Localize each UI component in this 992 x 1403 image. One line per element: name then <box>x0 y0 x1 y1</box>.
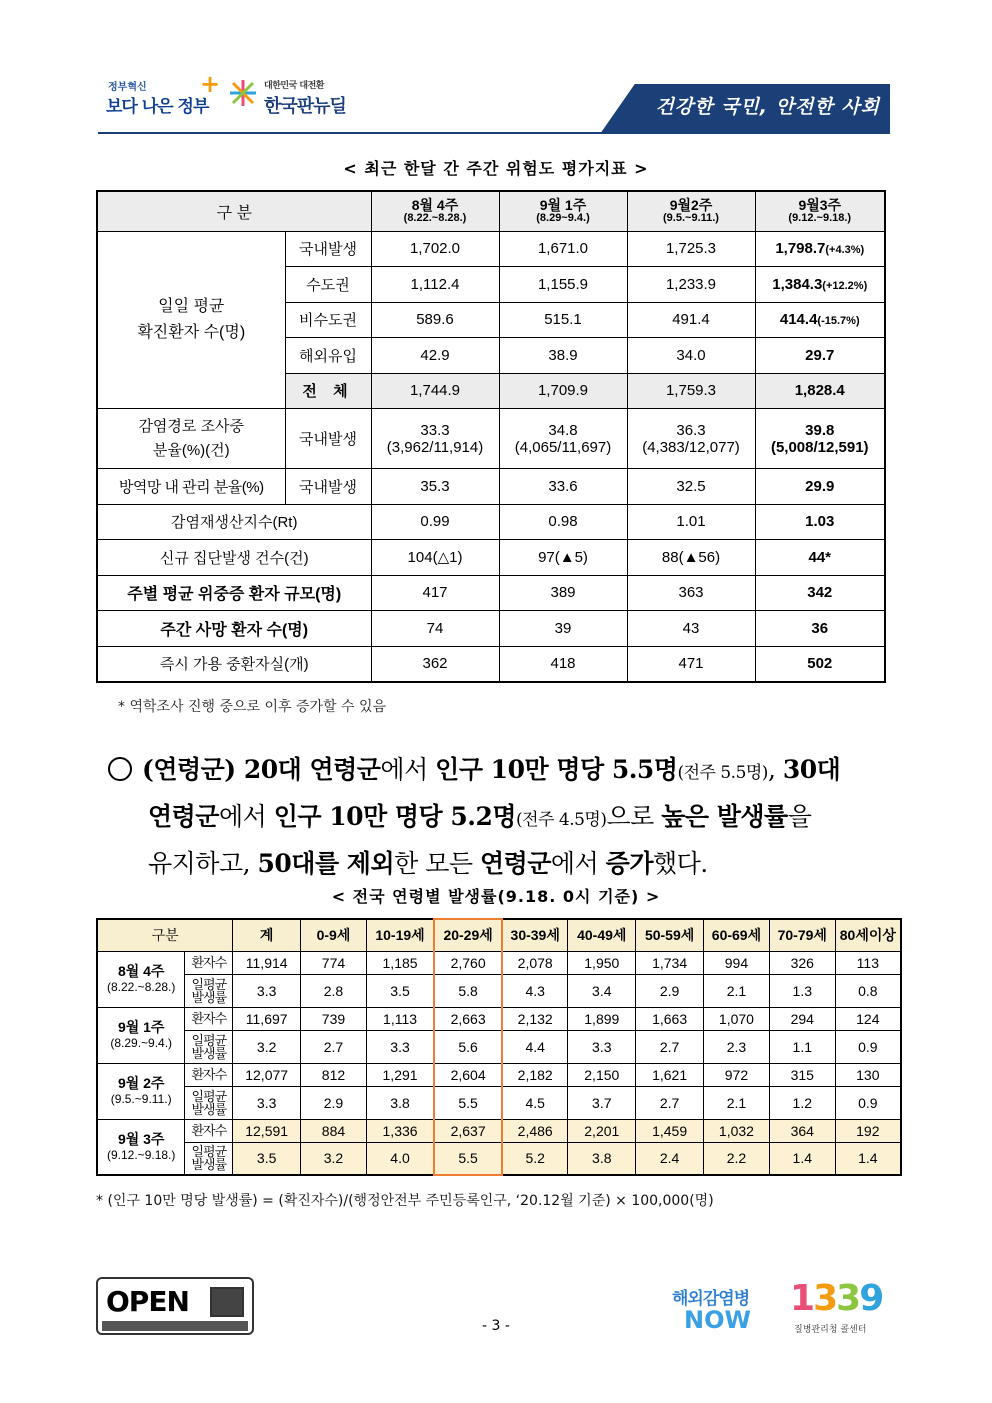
cases-cell: 2,760 <box>434 951 502 974</box>
cases-cell: 1,950 <box>568 951 636 974</box>
rate-cell: 3.8 <box>568 1142 636 1175</box>
cases-cell: 12,591 <box>233 1119 301 1142</box>
week-label: 9월 3주 (9.12.~9.18.) <box>97 1119 185 1175</box>
table2-footnote: * (인구 10만 명당 발생률) = (확진자수)/(행정안전부 주민등록인구, ‘20.12월 기준) × 100,000(명) <box>96 1193 714 1209</box>
week-label: 9월 1주 (8.29.~9.4.) <box>97 1007 185 1063</box>
table-row: 감염재생산지수(Rt) 0.99 0.98 1.01 1.03 <box>97 504 885 540</box>
gov-innovation-logo: 정부혁신 보다 나은 정부 + <box>106 70 221 117</box>
callcenter-1339-logo: 1339 질병관리청 콜센터 <box>790 1278 883 1335</box>
week-label: 8월 4주 (8.22.~8.28.) <box>97 951 185 1007</box>
rate-cell: 3.3 <box>366 1030 434 1063</box>
age-incidence-table <box>96 918 902 1176</box>
rate-cell: 2.7 <box>301 1030 367 1063</box>
cases-cell: 994 <box>704 951 770 974</box>
rate-cell: 4.4 <box>502 1030 568 1063</box>
cases-cell: 294 <box>769 1007 835 1030</box>
rate-cell: 3.2 <box>301 1142 367 1175</box>
rate-cell: 2.3 <box>704 1030 770 1063</box>
cases-cell: 1,070 <box>704 1007 770 1030</box>
rate-label: 일평균 발생률 <box>185 1142 233 1175</box>
cases-cell: 1,621 <box>636 1063 704 1086</box>
cases-cell: 884 <box>301 1119 367 1142</box>
rate-cell: 4.0 <box>366 1142 434 1175</box>
rate-cell: 4.5 <box>502 1086 568 1119</box>
rate-cell: 3.8 <box>366 1086 434 1119</box>
table-row: 주별 평균 위중증 환자 규모(명) 417 389 363 342 <box>97 575 885 611</box>
cases-cell: 326 <box>769 951 835 974</box>
korean-new-deal-logo: 대한민국 대전환 한국판뉴딜 <box>228 72 368 120</box>
rate-cell: 1.4 <box>835 1142 901 1175</box>
table-header-row: 구 분 8월 4주 (8.22.~8.28.) 9월 1주 (8.29~9.4.) 9월2주 (9.5.~9.11.) 9월3주 (9.12.~9.18.) <box>97 191 885 231</box>
table1-title: < 최근 한달 간 주간 위험도 평가지표 > <box>343 159 649 178</box>
page-header <box>98 66 890 134</box>
table-row: 해외유입 42.9 38.9 34.0 29.7 <box>97 338 885 374</box>
page-number: - 3 - <box>482 1318 510 1334</box>
rate-cell: 4.3 <box>502 974 568 1007</box>
rate-cell: 0.9 <box>835 1086 901 1119</box>
age-group-paragraph: (연령군) 20대 연령군에서 인구 10만 명당 5.5명(전주 5.5명), 30대 연령군에서 인구 10만 명당 5.2명(전주 4.5명)으로 높은 발생률을 유지하고, 50대를 제외한 모든 연령군에서 증가했다. <box>108 748 908 886</box>
table-row-rate <box>97 1030 901 1063</box>
table-row-cases <box>97 1063 901 1086</box>
cases-label: 환자수 <box>185 951 233 974</box>
cases-label: 환자수 <box>185 1119 233 1142</box>
table-row-rate <box>97 1086 901 1119</box>
cases-cell: 1,113 <box>366 1007 434 1030</box>
table2-header-row: 구분 계 0-9세 10-19세 20-29세 30-39세 40-49세 50-59세 60-69세 70-79세 80세이상 <box>97 919 901 951</box>
cases-cell: 315 <box>769 1063 835 1086</box>
rate-cell: 1.4 <box>769 1142 835 1175</box>
slogan-text: 건강한 국민, 안전한 사회 <box>655 96 880 118</box>
cases-cell: 739 <box>301 1007 367 1030</box>
cases-cell: 2,201 <box>568 1119 636 1142</box>
cases-cell: 113 <box>835 951 901 974</box>
table-row: 수도권 1,112.4 1,155.9 1,233.9 1,384.3(+12.2%) <box>97 267 885 303</box>
cases-cell: 1,459 <box>636 1119 704 1142</box>
new-deal-star-icon <box>228 78 258 108</box>
rate-cell: 1.2 <box>769 1086 835 1119</box>
cases-cell: 2,663 <box>434 1007 502 1030</box>
cases-cell: 1,336 <box>366 1119 434 1142</box>
cases-cell: 11,914 <box>233 951 301 974</box>
table-row: 방역망 내 관리 분율(%) 국내발생 35.3 33.6 32.5 29.9 <box>97 469 885 505</box>
rate-cell: 3.5 <box>366 974 434 1007</box>
cases-cell: 364 <box>769 1119 835 1142</box>
bullet-circle-icon <box>108 757 132 781</box>
rate-cell: 3.3 <box>233 1086 301 1119</box>
cases-cell: 2,486 <box>502 1119 568 1142</box>
cases-cell: 2,604 <box>434 1063 502 1086</box>
rate-cell: 2.1 <box>704 974 770 1007</box>
rate-cell: 2.2 <box>704 1142 770 1175</box>
table-row: 비수도권 589.6 515.1 491.4 414.4(-15.7%) <box>97 302 885 338</box>
logo1-text-a: 보다 나은 <box>106 97 178 117</box>
cases-cell: 1,663 <box>636 1007 704 1030</box>
table-row: 일일 평균 확진환자 수(명) 국내발생 1,702.0 1,671.0 1,725.3 1,798.7(+4.3%) <box>97 231 885 267</box>
table2-title: < 전국 연령별 발생률(9.18. 0시 기준) > <box>331 887 661 906</box>
table-row-cases <box>97 1119 901 1142</box>
rate-cell: 3.2 <box>233 1030 301 1063</box>
cases-cell: 1,734 <box>636 951 704 974</box>
cases-cell: 1,032 <box>704 1119 770 1142</box>
rate-cell: 5.5 <box>434 1086 502 1119</box>
cases-cell: 2,132 <box>502 1007 568 1030</box>
rate-cell: 2.1 <box>704 1086 770 1119</box>
slogan-banner <box>600 82 890 134</box>
weekly-risk-table <box>96 190 886 683</box>
table-row-rate <box>97 974 901 1007</box>
table-row: 즉시 가용 중환자실(개) 362 418 471 502 <box>97 646 885 682</box>
rate-cell: 2.8 <box>301 974 367 1007</box>
cases-cell: 124 <box>835 1007 901 1030</box>
rate-cell: 3.5 <box>233 1142 301 1175</box>
rate-cell: 5.8 <box>434 974 502 1007</box>
cases-cell: 130 <box>835 1063 901 1086</box>
table-row-total: 전 체 1,744.9 1,709.9 1,759.3 1,828.4 <box>97 373 885 409</box>
table-row-rate <box>97 1142 901 1175</box>
cases-cell: 1,185 <box>366 951 434 974</box>
rate-cell: 3.4 <box>568 974 636 1007</box>
rate-label: 일평균 발생률 <box>185 974 233 1007</box>
cases-cell: 11,697 <box>233 1007 301 1030</box>
rate-cell: 0.9 <box>835 1030 901 1063</box>
rate-cell: 5.2 <box>502 1142 568 1175</box>
open-license-logo: OPEN <box>96 1277 254 1335</box>
cases-cell: 192 <box>835 1119 901 1142</box>
cases-cell: 12,077 <box>233 1063 301 1086</box>
cases-cell: 774 <box>301 951 367 974</box>
week-label: 9월 2주 (9.5.~9.11.) <box>97 1063 185 1119</box>
rate-cell: 3.3 <box>568 1030 636 1063</box>
table-row-cases <box>97 951 901 974</box>
table-row: 신규 집단발생 건수(건) 104(△1) 97(▲5) 88(▲56) 44* <box>97 540 885 576</box>
table1-footnote: * 역학조사 진행 중으로 이후 증가할 수 있음 <box>118 699 387 715</box>
plus-icon: + <box>200 70 221 98</box>
rate-cell: 3.3 <box>233 974 301 1007</box>
license-type-icon <box>210 1287 244 1317</box>
rate-cell: 2.4 <box>636 1142 704 1175</box>
rate-cell: 1.3 <box>769 974 835 1007</box>
cases-cell: 812 <box>301 1063 367 1086</box>
overseas-infection-now-logo: 해외감염병 NOW <box>672 1289 751 1334</box>
cases-cell: 2,150 <box>568 1063 636 1086</box>
rate-cell: 1.1 <box>769 1030 835 1063</box>
cases-label: 환자수 <box>185 1063 233 1086</box>
rate-cell: 5.5 <box>434 1142 502 1175</box>
cases-cell: 2,078 <box>502 951 568 974</box>
rate-cell: 2.9 <box>301 1086 367 1119</box>
rate-cell: 2.7 <box>636 1086 704 1119</box>
rate-cell: 5.6 <box>434 1030 502 1063</box>
cases-cell: 1,899 <box>568 1007 636 1030</box>
cases-cell: 2,182 <box>502 1063 568 1086</box>
rate-label: 일평균 발생률 <box>185 1030 233 1063</box>
cases-cell: 2,637 <box>434 1119 502 1142</box>
rate-cell: 2.9 <box>636 974 704 1007</box>
table-row: 주간 사망 환자 수(명) 74 39 43 36 <box>97 611 885 647</box>
header-divider <box>98 132 890 134</box>
logo1-text-b: 정부 <box>177 97 209 117</box>
table2-body <box>97 951 901 1175</box>
cases-cell: 972 <box>704 1063 770 1086</box>
cases-label: 환자수 <box>185 1007 233 1030</box>
rate-label: 일평균 발생률 <box>185 1086 233 1119</box>
table-row-cases <box>97 1007 901 1030</box>
table-row: 감염경로 조사중 분율(%)(건) 국내발생 33.3 (3,962/11,914) 34.8 (4,065/11,697) 36.3 (4,383/12,077) 39.8 (5,008/12,591) <box>97 409 885 469</box>
rate-cell: 3.7 <box>568 1086 636 1119</box>
rate-cell: 0.8 <box>835 974 901 1007</box>
cases-cell: 1,291 <box>366 1063 434 1086</box>
rate-cell: 2.7 <box>636 1030 704 1063</box>
